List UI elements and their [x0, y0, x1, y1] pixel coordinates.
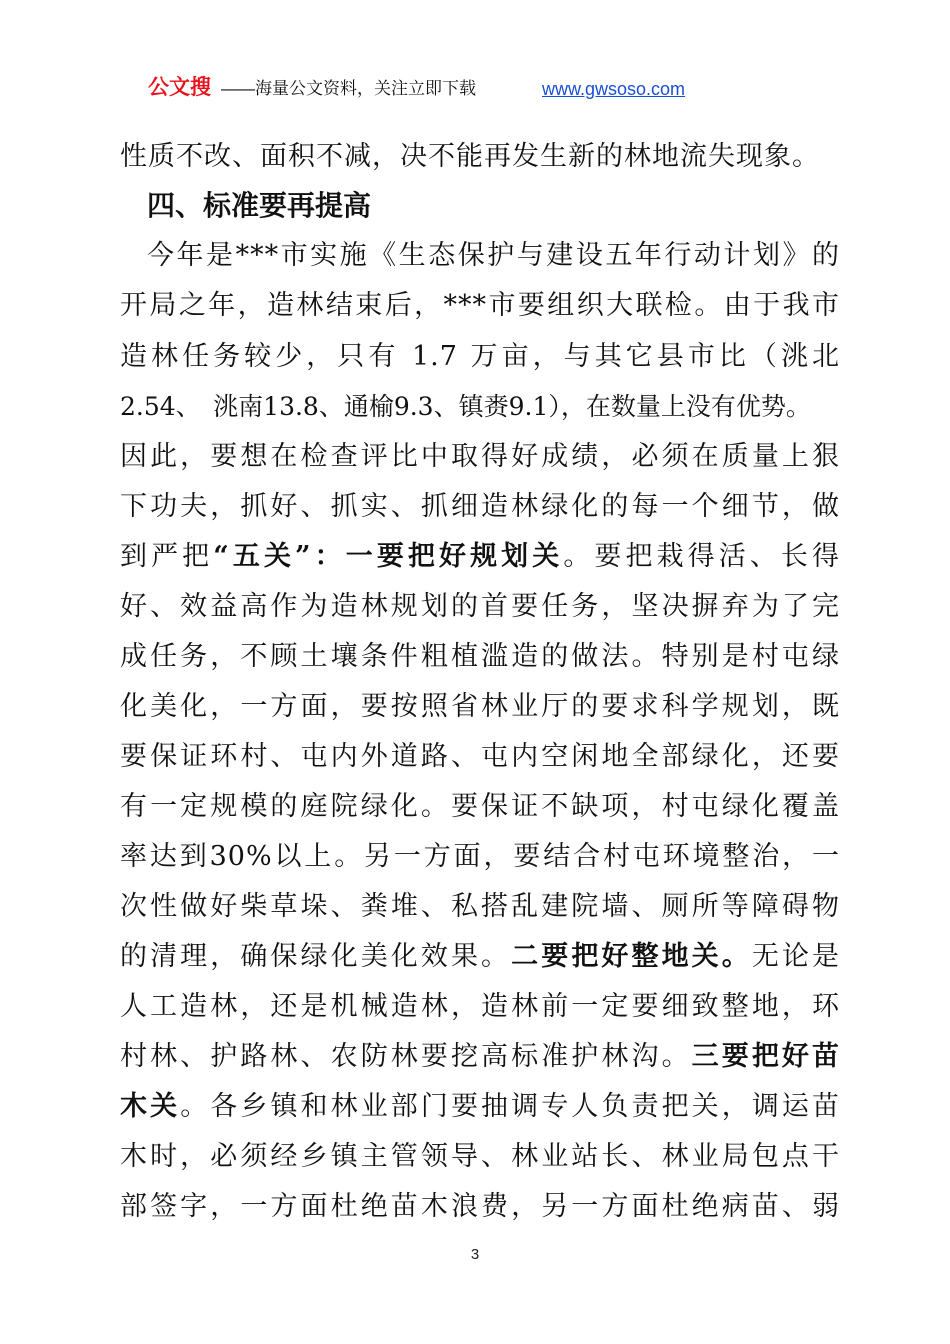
paragraph-line: 因此，要想在检查评比中取得好成绩，必须在质量上狠: [120, 441, 840, 472]
paragraph-line: [120, 1089, 840, 1125]
paragraph-line: 次性做好柴草垛、粪堆、私搭乱建院墙、厕所等障碍物: [120, 891, 840, 922]
text-run: 。各乡镇和林业部门要抽调专人负责把关，调运苗: [180, 1091, 840, 1122]
paragraph-line: 造林任务较少，只有 1.7 万亩，与其它县市比（洮北: [120, 341, 840, 372]
paragraph-line: [120, 939, 840, 975]
paragraph-line: 要保证环村、屯内外道路、屯内空闲地全部绿化，还要: [120, 741, 840, 772]
text-run: 。要把栽得活、长得: [563, 541, 840, 572]
page-number: 3: [470, 1246, 480, 1263]
paragraph-line: 率达到30%以上。另一方面，要结合村屯环境整治，一: [120, 841, 840, 872]
bold-text-run: 木关: [120, 1091, 181, 1122]
text-run: 到严把: [120, 541, 214, 572]
paragraph-line: 下功夫，抓好、抓实、抓细造林绿化的每一个细节，做: [120, 491, 840, 522]
paragraph-line: 今年是***市实施《生态保护与建设五年行动计划》的: [147, 240, 840, 271]
paragraph-line: 好、效益高作为造林规划的首要任务，坚决摒弃为了完: [120, 591, 840, 622]
paragraph-line: 部签字，一方面杜绝苗木浪费，另一方面杜绝病苗、弱: [120, 1191, 840, 1222]
section-heading: 四、标准要再提高: [147, 189, 372, 222]
bold-text-run: 三要把好苗: [691, 1041, 840, 1072]
bold-text-run: “五关”：: [213, 541, 346, 572]
header-slogan: ——海量公文资料，关注立即下载: [221, 79, 476, 98]
paragraph-line: 木时，必须经乡镇主管领导、林业站长、林业局包点干: [120, 1141, 840, 1172]
text-run: 的清理，确保绿化美化效果。: [120, 941, 512, 972]
paragraph-line: [120, 539, 840, 575]
website-link[interactable]: www.gwsoso.com: [542, 79, 686, 99]
text-run: 无论是: [751, 941, 840, 972]
paragraph-line: [120, 1039, 840, 1075]
paragraph-line: 化美化，一方面，要按照省林业厅的要求科学规划，既: [120, 691, 840, 722]
bold-text-run: 二要把好整地关。: [511, 941, 752, 972]
text-run: 村林、护路林、农防林要挖高标准护林沟。: [120, 1041, 692, 1072]
paragraph-line: 人工造林，还是机械造林，造林前一定要细致整地，环: [120, 991, 840, 1022]
paragraph-line: 有一定规模的庭院绿化。要保证不缺项，村屯绿化覆盖: [120, 791, 840, 822]
paragraph-line: 2.54、 洮南13.8、通榆9.3、镇赉9.1），在数量上没有优势。: [120, 392, 811, 421]
paragraph-line: 性质不改、面积不减，决不能再发生新的林地流失现象。: [120, 141, 820, 172]
paragraph-line: 成任务，不顾土壤条件粗植滥造的做法。特别是村屯绿: [120, 641, 840, 672]
brand-logo-text: 公文搜: [148, 76, 211, 99]
page-header: [0, 74, 950, 104]
paragraph-line: 开局之年，造林结束后，***市要组织大联检。由于我市: [120, 290, 840, 321]
bold-text-run: 一要把好规划关: [345, 541, 564, 572]
